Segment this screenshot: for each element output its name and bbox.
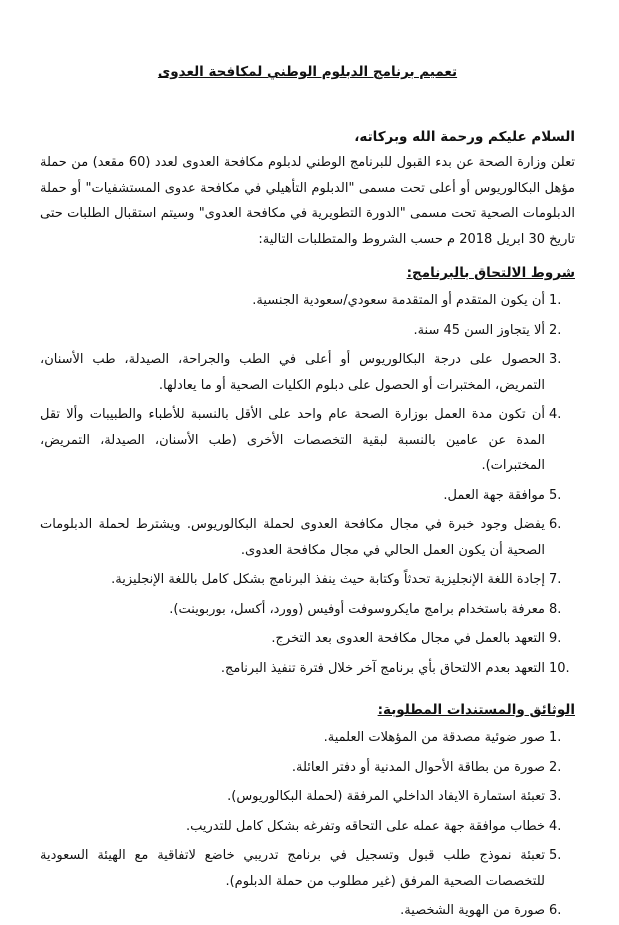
greeting: السلام عليكم ورحمة الله وبركاته، xyxy=(354,129,575,145)
item-number: 9 . xyxy=(549,626,575,652)
list-item xyxy=(40,843,575,894)
item-number: 4 . xyxy=(549,814,575,840)
item-text: إجادة اللغة الإنجليزية تحدثاً وكتابة حيث ينفذ البرنامج بشكل كامل باللغة الإنجليزية. xyxy=(111,572,545,587)
item-text: ألا يتجاوز السن 45 سنة. xyxy=(413,322,545,338)
item-number: 2 . xyxy=(549,755,575,781)
item-number: 10 . xyxy=(549,656,575,682)
item-text: صور ضوئية مصدقة من المؤهلات العلمية. xyxy=(323,730,545,745)
conditions-heading: شروط الالتحاق بالبرنامج: xyxy=(406,265,575,281)
item-text: التعهد بعدم الالتحاق بأي برنامج آخر خلال فترة تنفيذ البرنامج. xyxy=(220,660,545,676)
item-number: 6 . xyxy=(549,512,575,538)
item-number: 8 . xyxy=(549,597,575,623)
intro-paragraph: تعلن وزارة الصحة عن بدء القبول للبرنامج الوطني لدبلوم مكافحة العدوى لعدد (60 مقعد) من حملة مؤهل البكالوريوس أو أعلى تحت مسمى "الدبلوم التأهيلي في مكافحة عدوى المستشفيات" أو حملة الدبلومات الصحية تحت مسمى "الدورة التطويرية في مكافحة العدوى" وسيتم استقبال الطلبات حتى تاريخ 30 ابريل 2018 م حسب الشروط والمتطلبات التالية: xyxy=(40,155,575,247)
document-title: تعميم برنامج الدبلوم الوطني لمكافحة العدوى xyxy=(157,64,458,80)
list-item xyxy=(40,626,575,652)
item-text: أن تكون مدة العمل بوزارة الصحة عام واحد على الأقل بالنسبة للأطباء والطبيبات وألا تقل المدة عن عامين بالنسبة لبقية التخصصات الأخرى (طب الأسنان، الصيدلة، التمريض، المختبرات). xyxy=(40,407,545,473)
list-item xyxy=(40,597,575,623)
item-number: 7 . xyxy=(549,567,575,593)
list-item xyxy=(40,784,575,810)
list-item xyxy=(40,725,575,751)
list-item xyxy=(40,512,575,563)
conditions-list xyxy=(40,288,575,681)
list-item xyxy=(40,347,575,398)
item-text: الحصول على درجة البكالوريوس أو أعلى في الطب والجراحة، الصيدلة، طب الأسنان، التمريض، المختبرات أو الحصول على دبلوم الكليات الصحية أو ما يعادلها. xyxy=(40,352,545,393)
item-number: 1 . xyxy=(549,288,575,314)
item-text: معرفة باستخدام برامج مايكروسوفت أوفيس (وورد، أكسل، بوربوينت). xyxy=(169,601,545,617)
list-item xyxy=(40,814,575,840)
list-item xyxy=(40,755,575,781)
list-item xyxy=(40,656,575,682)
item-number: 2 . xyxy=(549,318,575,344)
list-item xyxy=(40,567,575,593)
item-number: 5 . xyxy=(549,843,575,869)
documents-list xyxy=(40,725,575,924)
item-number: 3 . xyxy=(549,347,575,373)
list-item xyxy=(40,318,575,344)
item-number: 4 . xyxy=(549,402,575,428)
list-item xyxy=(40,483,575,509)
list-item xyxy=(40,402,575,479)
item-number: 6 . xyxy=(549,898,575,924)
item-text: يفضل وجود خبرة في مجال مكافحة العدوى لحملة البكالوريوس. ويشترط لحملة الدبلومات الصحية أن يكون العمل الحالي في مجال مكافحة العدوى. xyxy=(40,517,545,558)
list-item xyxy=(40,288,575,314)
list-item xyxy=(40,898,575,924)
documents-heading: الوثائق والمستندات المطلوبة: xyxy=(377,702,575,718)
item-text: صورة من الهوية الشخصية. xyxy=(400,903,545,918)
item-number: 1 . xyxy=(549,725,575,751)
item-text: خطاب موافقة جهة عمله على التحاقه وتفرغه بشكل كامل للتدريب. xyxy=(185,818,545,834)
item-text: صورة من بطاقة الأحوال المدنية أو دفتر العائلة. xyxy=(291,759,545,775)
item-number: 5 . xyxy=(549,483,575,509)
item-text: أن يكون المتقدم أو المتقدمة سعودي/سعودية الجنسية. xyxy=(252,293,545,308)
item-text: تعبئة نموذج طلب قبول وتسجيل في برنامج تدريبي خاضع لاتفاقية مع الهيئة السعودية للتخصصات الصحية المرفق (غير مطلوب من حملة الدبلوم). xyxy=(40,848,545,889)
item-text: التعهد بالعمل في مجال مكافحة العدوى بعد التخرج. xyxy=(271,631,545,646)
item-number: 3 . xyxy=(549,784,575,810)
item-text: تعبئة استمارة الايفاد الداخلي المرفقة (لحملة البكالوريوس). xyxy=(227,789,545,804)
item-text: موافقة جهة العمل. xyxy=(443,487,545,503)
